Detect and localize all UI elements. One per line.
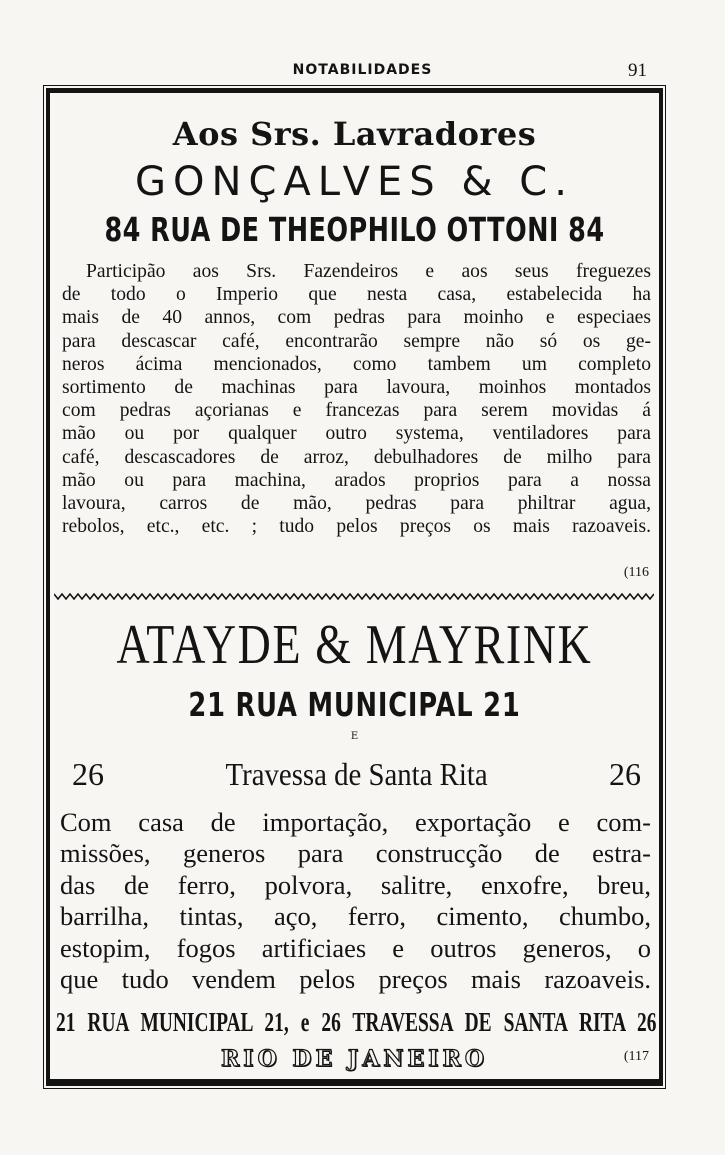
ad-two-company-name: ATAYDE & MAYRINK xyxy=(116,614,593,676)
ad-one-body-line: de todo o Imperio que nesta casa, estabelecida ha xyxy=(62,284,651,306)
ad-one-body-line: lavoura, carros de mão, pedras para philtrar agua, xyxy=(62,493,651,515)
ad-one-body-line: Participão aos Srs. Fazendeiros e aos seus freguezes xyxy=(86,261,651,282)
street-name: Travessa de Santa Rita xyxy=(225,756,488,792)
ad-two-body-line: Com casa de importação, exportação e com- xyxy=(60,807,651,837)
atayde-mayrink-advertisement xyxy=(50,593,659,1078)
ad-two-body xyxy=(60,807,651,995)
ad-one-body-line: rebolos, etc., etc. ; tudo pelos preços os mais razoaveis. xyxy=(62,516,651,538)
ad-two-body-line: das de ferro, polvora, salitre, enxofre, breu, xyxy=(60,869,651,900)
ad-two-conjunction: E xyxy=(350,731,359,742)
ad-one-address: 84 RUA DE THEOPHILO OTTONI 84 xyxy=(104,210,605,249)
ad-one-heading: Aos Srs. Lavradores xyxy=(172,115,537,153)
ad-one-body-line: mão ou para machina, arados proprios para a nossa xyxy=(62,469,651,491)
ad-one-body-line: mais de 40 annos, com pedras para moinho e especiaes xyxy=(62,307,651,329)
ad-one-body-line: para descascar café, encontrarão sempre não só os ge- xyxy=(62,330,651,352)
page-number: 91 xyxy=(628,60,647,81)
ad-two-body-line: estopim, fogos artificiaes e outros generos, o xyxy=(60,932,651,963)
running-title: NOTABILIDADES xyxy=(292,62,433,78)
goncalves-advertisement xyxy=(50,99,659,589)
ad-one-body-line: com pedras açorianas e francezas para serem movidas á xyxy=(62,400,651,422)
ad-two-reference-number: (117 xyxy=(623,1049,649,1064)
ad-one-body-line: mão ou por qualquer outro systema, ventiladores para xyxy=(62,423,651,445)
ad-one-body-line: sortimento de machinas para lavoura, moinhos montados xyxy=(62,377,651,399)
street-right-number: 26 xyxy=(609,756,641,792)
ad-one-company-name: GONÇALVES & C. xyxy=(135,159,574,205)
ad-two-body-line: missões, generos para construcção de estra- xyxy=(60,838,651,869)
advertisement-frame xyxy=(46,88,663,1086)
ad-two-body-line: barrilha, tintas, aço, ferro, cimento, chumbo, xyxy=(60,901,651,932)
running-head xyxy=(0,60,725,84)
ad-two-footer-address: 21 RUA MUNICIPAL 21, e 26 TRAVESSA DE SANTA RITA 26 xyxy=(56,1007,657,1038)
ad-two-city: RIO DE JANEIRO xyxy=(221,1046,488,1073)
ad-one-body-line: café, descascadores de arroz, debulhadores de milho para xyxy=(62,446,651,468)
ad-one-body xyxy=(62,260,651,538)
ad-two-street-line xyxy=(72,755,641,793)
ad-one-reference-number: (116 xyxy=(623,565,649,580)
ad-one-body-line: neros ácima mencionados, como tambem um completo xyxy=(62,353,651,375)
street-left-number: 26 xyxy=(72,756,104,792)
ad-two-body-line: que tudo vendem pelos preços mais razoaveis. xyxy=(60,964,651,995)
ad-two-address: 21 RUA MUNICIPAL 21 xyxy=(188,685,521,724)
